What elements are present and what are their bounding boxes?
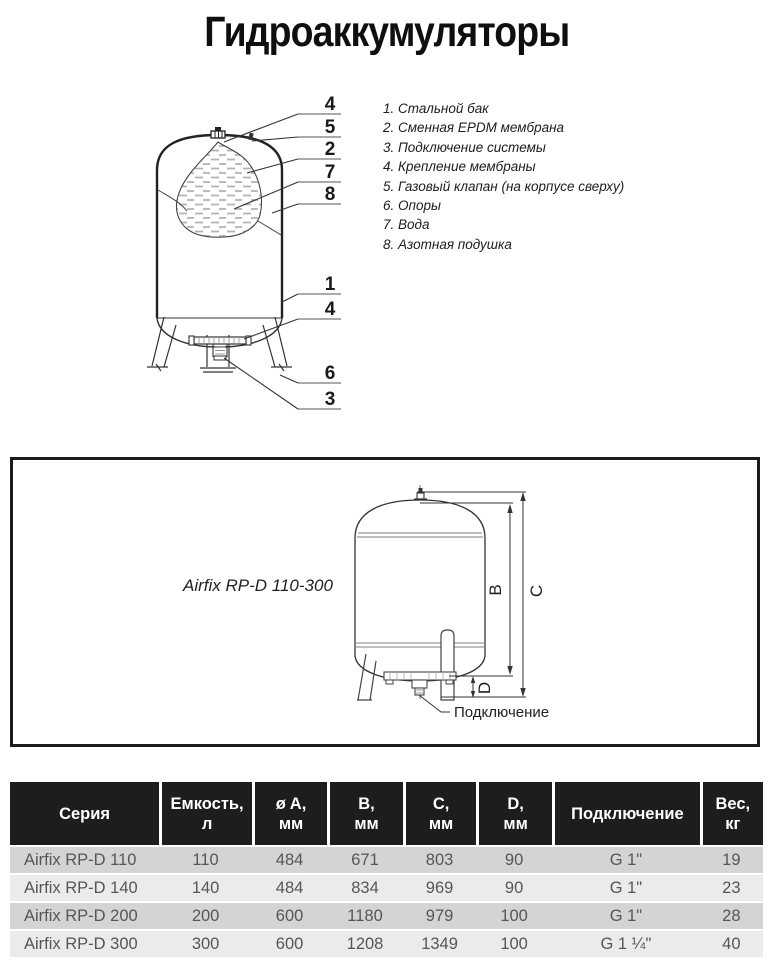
legend-item: 3. Подключение системы (383, 139, 546, 155)
cell-c: 979 (403, 903, 476, 929)
cutaway-line-right (258, 221, 281, 235)
header-b: B, мм (327, 782, 403, 845)
cell-series: Airfix RP-D 200 (10, 903, 159, 929)
legend-item: 2. Сменная EPDM мембрана (383, 120, 565, 136)
cell-b: 834 (327, 875, 403, 901)
callout-number: 7 (324, 162, 336, 183)
dimension-diagram-box (10, 457, 760, 747)
legend-item: 8. Азотная подушка (383, 236, 512, 252)
callout-number: 3 (324, 389, 336, 410)
callout-number: 6 (324, 363, 336, 384)
dimension-d (471, 676, 494, 698)
dimension-diagram (13, 460, 757, 744)
connection-label: Подключение (454, 704, 550, 721)
cell-series: Airfix RP-D 110 (10, 847, 159, 873)
dimension-label-b: B (486, 584, 505, 596)
legend-item: 4. Крепление мембраны (383, 159, 536, 175)
cell-diameter-a: 600 (252, 931, 327, 957)
top-valve (414, 488, 427, 499)
legend-item: 6. Опоры (383, 198, 441, 214)
model-label: Airfix RP-D 110-300 (183, 576, 333, 595)
header-c: C, мм (403, 782, 476, 845)
table-row (10, 847, 763, 873)
cell-b: 1208 (327, 931, 403, 957)
cell-connection: G 1 ¼" (552, 931, 700, 957)
header-weight: Вес, кг (700, 782, 763, 845)
callout-1 (282, 274, 341, 302)
header-diameter-a: ø A, мм (252, 782, 327, 845)
header-series: Серия (10, 782, 159, 845)
cell-d: 90 (476, 875, 552, 901)
cell-b: 1180 (327, 903, 403, 929)
cell-c: 969 (403, 875, 476, 901)
tank-cutaway-diagram (130, 85, 360, 425)
legend (383, 99, 624, 254)
callout-number: 4 (324, 94, 336, 115)
dimension-label-d: D (475, 681, 494, 695)
callout-number: 4 (324, 299, 336, 320)
page-title: Гидроаккумуляторы (203, 8, 570, 56)
callout-number: 1 (324, 274, 336, 295)
callout-6 (280, 363, 341, 384)
callout-number: 2 (324, 139, 336, 160)
cell-capacity: 140 (159, 875, 252, 901)
table-header-row (10, 782, 763, 845)
header-connection: Подключение (552, 782, 700, 845)
cell-capacity: 300 (159, 931, 252, 957)
legend-item: 5. Газовый клапан (на корпусе сверху) (383, 178, 625, 194)
cell-c: 1349 (403, 931, 476, 957)
cell-connection: G 1" (552, 903, 700, 929)
callout-5 (252, 117, 341, 141)
legend-item: 1. Стальной бак (383, 101, 489, 116)
cell-d: 100 (476, 903, 552, 929)
cell-diameter-a: 600 (252, 903, 327, 929)
connection-stub (412, 680, 427, 695)
cell-capacity: 110 (159, 847, 252, 873)
table-row (10, 931, 763, 957)
callout-number: 8 (324, 184, 336, 205)
page-title-wrap (0, 8, 773, 57)
legend-item: 7. Вода (383, 217, 430, 233)
cell-diameter-a: 484 (252, 875, 327, 901)
membrane-fixing-fitting (211, 127, 225, 138)
header-d: D, мм (476, 782, 552, 845)
cell-b: 671 (327, 847, 403, 873)
cell-d: 90 (476, 847, 552, 873)
cell-series: Airfix RP-D 300 (10, 931, 159, 957)
cell-diameter-a: 484 (252, 847, 327, 873)
cell-weight: 28 (700, 903, 763, 929)
cell-capacity: 200 (159, 903, 252, 929)
membrane-bag (177, 142, 262, 237)
front-leg (441, 630, 454, 700)
cell-d: 100 (476, 931, 552, 957)
header-capacity: Емкость, л (159, 782, 252, 845)
cell-weight: 40 (700, 931, 763, 957)
cell-weight: 19 (700, 847, 763, 873)
callout-4-bottom (244, 299, 341, 339)
cell-connection: G 1" (552, 847, 700, 873)
spec-table (10, 782, 763, 957)
cell-connection: G 1" (552, 875, 700, 901)
cell-weight: 23 (700, 875, 763, 901)
tank-outline (355, 500, 485, 656)
callout-4-top (224, 94, 341, 142)
cell-series: Airfix RP-D 140 (10, 875, 159, 901)
dimension-label-c: C (527, 584, 546, 598)
dimension-c (520, 492, 546, 697)
callout-number: 5 (324, 117, 336, 138)
table-row (10, 903, 763, 929)
cell-c: 803 (403, 847, 476, 873)
bottom-flange (189, 336, 251, 345)
table-row (10, 875, 763, 901)
dimension-b (486, 504, 513, 675)
